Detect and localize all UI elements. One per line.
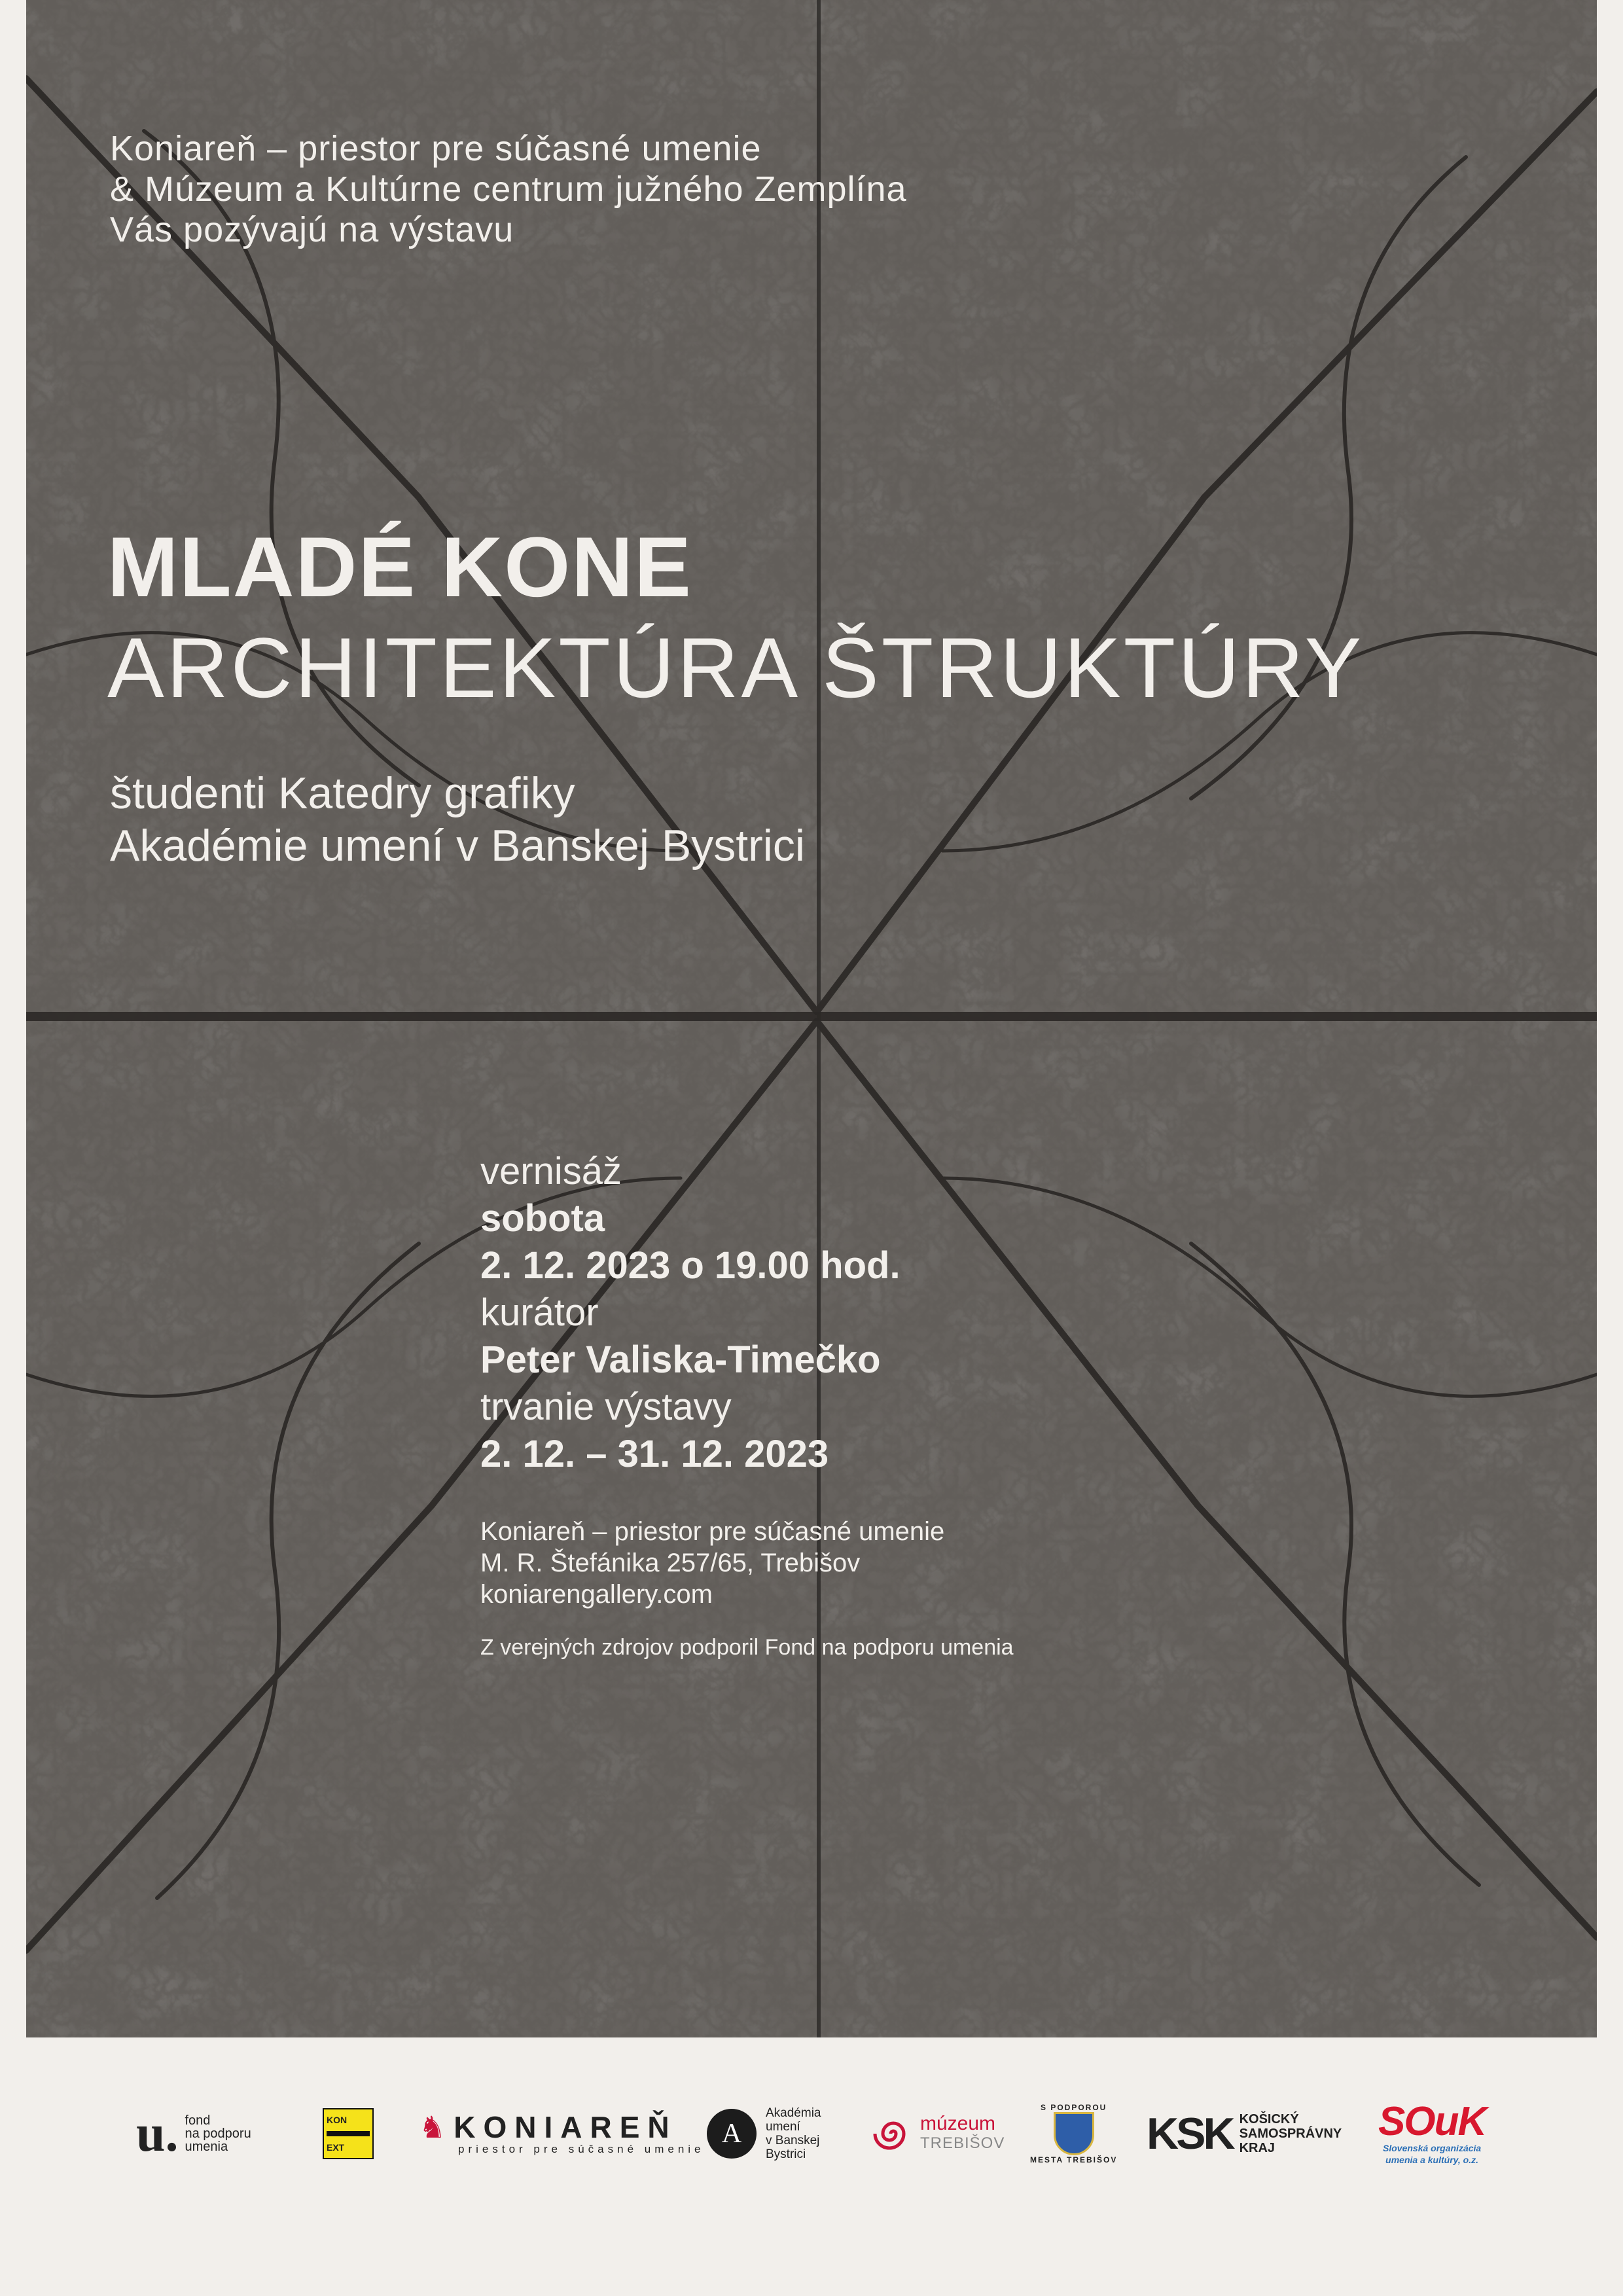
aku-text-3: v Banskej xyxy=(766,2134,820,2147)
sook-logo xyxy=(1378,2094,1486,2173)
venue-street: M. R. Štefánika 257/65, Trebišov xyxy=(480,1549,861,1577)
sook-text-2: umenia a kultúry, o.z. xyxy=(1385,2155,1479,2165)
artwork-background xyxy=(26,0,1597,2037)
fond-text-1: fond xyxy=(185,2113,211,2128)
aku-text-4: Bystrici xyxy=(766,2147,806,2161)
curator-label: kurátor xyxy=(480,1291,599,1334)
muzeum-trebisov-logo xyxy=(870,2094,1005,2173)
intro-line-1: Koniareň – priestor pre súčasné umenie xyxy=(110,129,762,168)
exhibition-title: MLADÉ KONE xyxy=(107,519,692,615)
event-info xyxy=(480,1148,901,1478)
participants-line-2: Akadémie umení v Banskej Bystrici xyxy=(110,821,805,870)
horizontal-fold-line xyxy=(26,1012,1597,1021)
vernisage-day: sobota xyxy=(480,1197,605,1240)
participants xyxy=(110,767,805,872)
intro-line-3: Vás pozývajú na výstavu xyxy=(110,210,514,249)
sook-text-1: Slovenská organizácia xyxy=(1383,2143,1482,2153)
participants-line-1: študenti Katedry grafiky xyxy=(110,768,575,818)
sook-mark: SOuK xyxy=(1378,2099,1486,2144)
horse-icon: ♞ xyxy=(419,2110,446,2144)
funding-note: Z verejných zdrojov podporil Fond na podporu umenia xyxy=(480,1635,1014,1660)
curator-name: Peter Valiska-Timečko xyxy=(480,1338,881,1381)
aku-text-1: Akadémia xyxy=(766,2106,821,2120)
trebisov-top-text: S PODPOROU xyxy=(1040,2103,1107,2112)
ksk-text-1: KOŠICKÝ xyxy=(1239,2112,1299,2126)
muzeum-town: TREBIŠOV xyxy=(920,2134,1005,2152)
ksk-mark: KSK xyxy=(1147,2109,1233,2159)
koniaren-logo xyxy=(419,2094,705,2173)
konext-text-1: KON xyxy=(327,2115,348,2126)
duration-label: trvanie výstavy xyxy=(480,1386,732,1428)
fond-mark: u. xyxy=(136,2105,179,2162)
muzeum-text: múzeum xyxy=(920,2113,996,2134)
akademia-umeni-logo xyxy=(707,2094,821,2173)
vernisage-label: vernisáž xyxy=(480,1150,622,1193)
konext-text-2: EXT xyxy=(327,2142,345,2153)
koniaren-name: KONIAREŇ xyxy=(454,2110,677,2144)
trebisov-bottom-text: MESTA TREBIŠOV xyxy=(1030,2155,1118,2164)
spiral-icon xyxy=(870,2111,916,2157)
vernisage-datetime: 2. 12. 2023 o 19.00 hod. xyxy=(480,1244,901,1287)
exhibition-subtitle: ARCHITEKTÚRA ŠTRUKTÚRY xyxy=(107,620,1364,715)
intro-line-2: & Múzeum a Kultúrne centrum južného Zemplína xyxy=(110,170,907,209)
aku-text-2: umení xyxy=(766,2120,800,2134)
duration-dates: 2. 12. – 31. 12. 2023 xyxy=(480,1433,829,1475)
fond-na-podporu-umenia-logo xyxy=(136,2094,251,2173)
ksk-text-3: KRAJ xyxy=(1239,2141,1275,2155)
akademia-mark-icon: A xyxy=(707,2109,757,2159)
konext-logo xyxy=(323,2094,374,2173)
invitation-intro xyxy=(110,128,907,250)
ksk-text-2: SAMOSPRÁVNY xyxy=(1239,2126,1342,2141)
partner-logos xyxy=(0,2094,1623,2173)
koniaren-tagline: priestor pre súčasné umenie xyxy=(458,2143,705,2155)
coat-of-arms-icon xyxy=(1054,2112,1094,2155)
venue-name: Koniareň – priestor pre súčasné umenie xyxy=(480,1517,945,1546)
fond-text-2: na podporu xyxy=(185,2126,251,2141)
mesto-trebisov-logo xyxy=(1030,2094,1117,2173)
fond-text-3: umenia xyxy=(185,2140,228,2154)
kosicky-kraj-logo xyxy=(1147,2094,1342,2173)
venue-address xyxy=(480,1516,944,1610)
venue-website[interactable]: koniarengallery.com xyxy=(480,1580,713,1609)
